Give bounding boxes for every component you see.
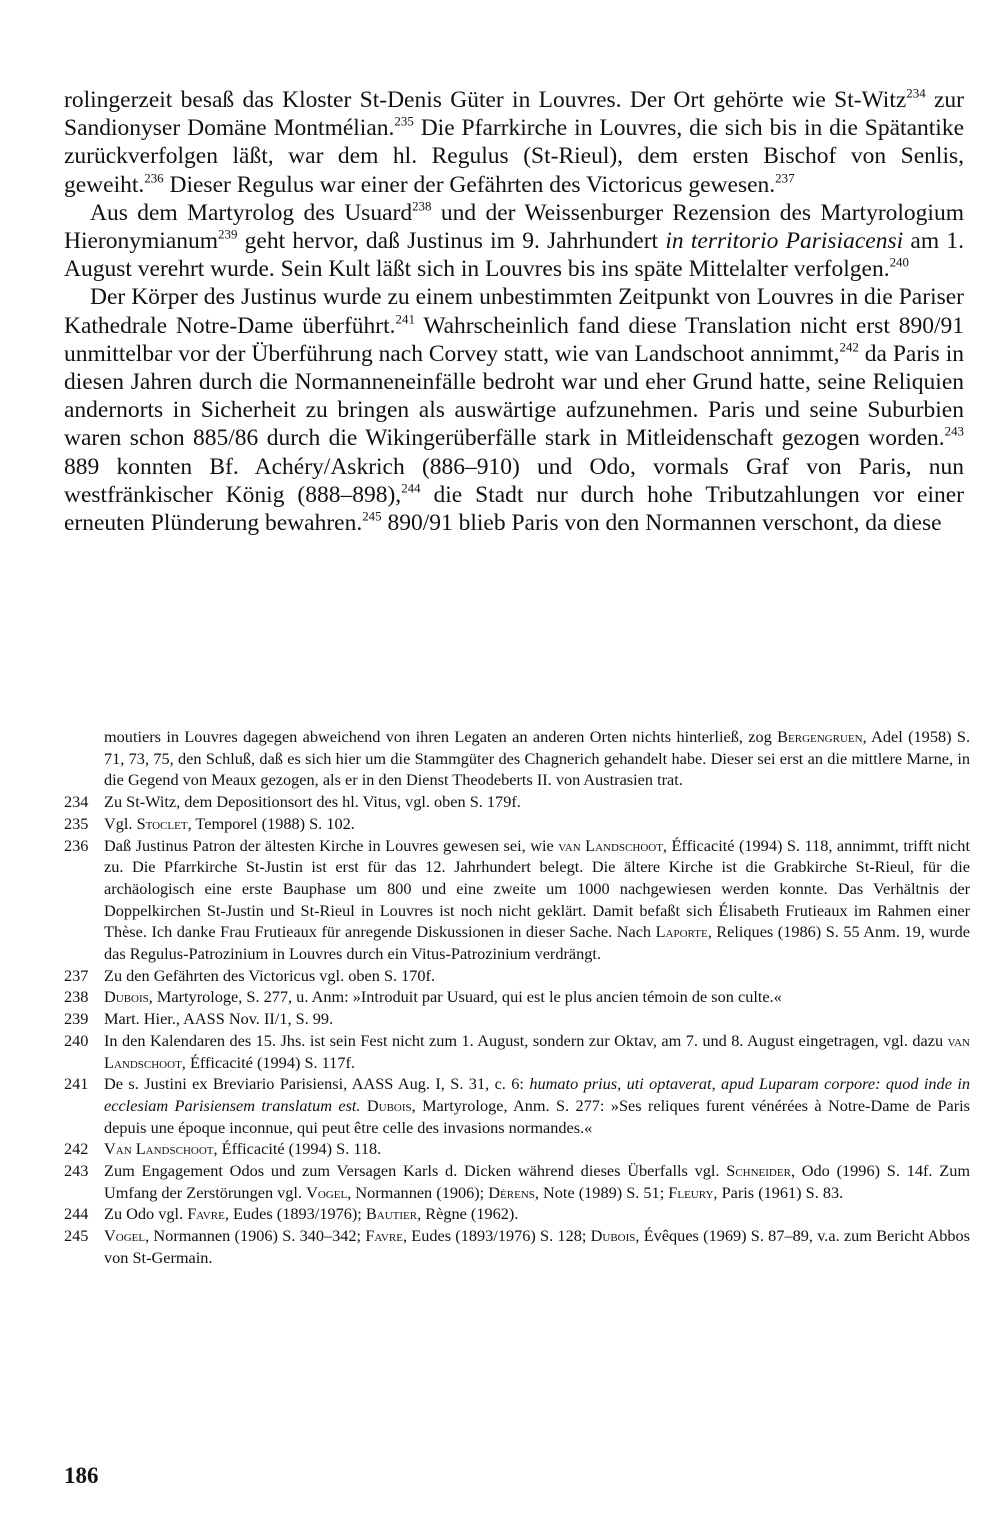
footnote-number: 234	[64, 792, 89, 812]
footnote-ref-239[interactable]: 239	[218, 226, 238, 242]
paragraph-2: Aus dem Martyrolog des Usuard$^{238}$ und der Weissenburger Rezension des Martyrologium Hieronymianum$^{239}$ geht hervor, daß Justinus im 9. Jahrhundert in territorio Parisiacensi am 1. August verehrt wurde. Sein Kult läßt sich in Louvres bis ins späte Mittelalter verfolgen.$^{240}$	[64, 198, 964, 283]
footnote-ref-235[interactable]: 235	[394, 113, 414, 129]
footnote-ref-241[interactable]: 241	[395, 310, 415, 326]
footnotes	[64, 726, 970, 1269]
footnote-continuation: moutiers in Louvres dagegen abweichend von ihren Legaten an anderen Orten nichts hinterließ, zog Bergengruen, Adel (1958) S. 71, 73, 75, den Schluß, daß es sich hier um die Stammgüter des Chagnerich gehandelt habe. Dieser sei erst an die mittlere Marne, in die Gegend von Meaux gezogen, als er in den Dienst Theodeberts II. von Austrasien trat.	[104, 727, 971, 790]
footnote-236: 236 Daß Justinus Patron der ältesten Kirche in Louvres gewesen sei, wie van Landschoot, Éfficacité (1994) S. 118, annimmt, trifft nicht zu. Die Pfarrkirche St-Justin ist erst für das 12. Jahrhundert belegt. Die ältere Kirche ist die Grabkirche St-Rieul, für die archäologisch eine erste Bauphase um 800 und eine zweite um 1000 nachgewiesen werden konnte. Das Verhältnis der Doppelkirchen St-Justin und St-Rieul in Louvres ist noch nicht geklärt. Damit befaßt sich Élisabeth Frutieaux im Rahmen einer Thèse. Ich danke Frau Frutieaux für anregende Diskussionen in dieser Sache. Nach Laporte, Reliques (1986) S. 55 Anm. 19, wurde das Regulus-Patrozinium in Louvres durch ein Vitus-Patrozinium verdrängt.	[64, 835, 970, 964]
footnote-number: 236	[64, 835, 89, 855]
footnote-number: 242	[64, 1139, 89, 1159]
footnote-ref-245[interactable]: 245	[362, 508, 382, 524]
footnote-number: 243	[64, 1161, 89, 1181]
footnote-ref-236[interactable]: 236	[144, 169, 164, 185]
footnote-number: 238	[64, 987, 89, 1007]
footnote-241: 241 De s. Justini ex Breviario Parisiensi, AASS Aug. I, S. 31, c. 6: humato prius, uti optaverat, apud Luparam corpore: quod inde in ecclesiam Parisiensem translatum est. Dubois, Martyrologe, Anm. S. 277: »Ses reliques furent vénérées à Notre-Dame de Paris depuis une époque inconnue, qui peut être celle des invasions normandes.«	[64, 1074, 971, 1137]
footnote-239: 239 Mart. Hier., AASS Nov. II/1, S. 99.	[64, 1009, 334, 1029]
main-text	[64, 86, 964, 537]
footnote-242: 242 Van Landschoot, Éfficacité (1994) S. 118.	[64, 1139, 382, 1159]
footnote-244: 244 Zu Odo vgl. Favre, Eudes (1893/1976); Bautier, Règne (1962).	[64, 1204, 519, 1224]
footnote-ref-243[interactable]: 243	[944, 423, 964, 439]
footnote-number: 245	[64, 1226, 89, 1246]
footnote-number: 239	[64, 1009, 89, 1029]
footnote-number: 240	[64, 1030, 89, 1050]
footnote-243: 243 Zum Engagement Odos und zum Versagen Karls d. Dicken während dieses Überfalls vgl. Schneider, Odo (1996) S. 14f. Zum Umfang der Zerstörungen vgl. Vogel, Normannen (1906); Dérens, Note (1989) S. 51; Fleury, Paris (1961) S. 83.	[64, 1161, 971, 1202]
paragraph-3: Der Körper des Justinus wurde zu einem unbestimmten Zeitpunkt von Louvres in die Pariser Kathedrale Notre-Dame überführt.$^{241}$ Wahrscheinlich fand diese Translation nicht erst 890/91 unmittelbar vor der Überführung nach Corvey statt, wie van Landschoot annimmt,$^{242}$ da Paris in diesen Jahren durch die Normanneneinfälle bedroht war und eher Grund hatte, seine Reliquien andernorts in Sicherheit zu bringen als auswärtige aufzunehmen. Paris und seine Suburbien waren schon 885/86 durch die Wikingerüberfälle stark in Mitleidenschaft gezogen worden.$^{243}$ 889 konnten Bf. Achéry/Askrich (886–910) und Odo, vormals Graf von Paris, nun westfränkischer König (888–898),$^{244}$ die Stadt nur durch hohe Tributzahlungen vor einer erneuten Plünderung bewahren.$^{245}$ 890/91 blieb Paris von den Normannen verschont, da diese	[64, 284, 965, 537]
paragraph-1: rolingerzeit besaß das Kloster St-Denis Güter in Louvres. Der Ort gehörte wie St-Witz$^{234}$ zur Sandionyser Domäne Montmélian.$^{235}$ Die Pfarrkirche in Louvres, die sich bis in die Spätantike zurückverfolgen läßt, war dem hl. Regulus (St-Rieul), dem ersten Bischof von Senlis, geweiht.$^{236}$ Dieser Regulus war einer der Gefährten des Victoricus gewesen.$^{237}$	[64, 85, 964, 198]
footnote-number: 237	[64, 965, 89, 985]
footnote-237: 237 Zu den Gefährten des Victoricus vgl. oben S. 170f.	[64, 965, 436, 985]
footnote-240: 240 In den Kalendaren des 15. Jhs. ist sein Fest nicht zum 1. August, sondern zur Oktav, am 7. und 8. August eingetragen, vgl. dazu van Landschoot, Éfficacité (1994) S. 117f.	[64, 1030, 970, 1072]
footnote-ref-238[interactable]: 238	[412, 198, 432, 214]
footnote-ref-244[interactable]: 244	[401, 480, 421, 496]
footnote-number: 235	[64, 813, 89, 833]
footnote-number: 241	[64, 1074, 89, 1094]
footnote-ref-240[interactable]: 240	[889, 254, 909, 270]
page-number: 186	[64, 1463, 99, 1488]
footnote-ref-237[interactable]: 237	[775, 169, 795, 185]
latin-phrase: in territorio Parisiacensi	[665, 228, 904, 255]
footnote-245: 245 Vogel, Normannen (1906) S. 340–342; Favre, Eudes (1893/1976) S. 128; Dubois, Évêques (1969) S. 87–89, v.a. zum Bericht Abbos von St-Germain.	[64, 1226, 970, 1267]
footnote-235: 235 Vgl. Stoclet, Temporel (1988) S. 102.	[64, 813, 355, 833]
footnote-number: 244	[64, 1204, 89, 1224]
footnote-ref-234[interactable]: 234	[906, 85, 926, 101]
footnote-ref-242[interactable]: 242	[839, 339, 859, 355]
footnote-234: 234 Zu St-Witz, dem Depositionsort des hl. Vitus, vgl. oben S. 179f.	[64, 792, 521, 812]
footnote-238: 238 Dubois, Martyrologe, S. 277, u. Anm: »Introduit par Usuard, qui est le plus ancien témoin de son culte.«	[64, 987, 782, 1007]
